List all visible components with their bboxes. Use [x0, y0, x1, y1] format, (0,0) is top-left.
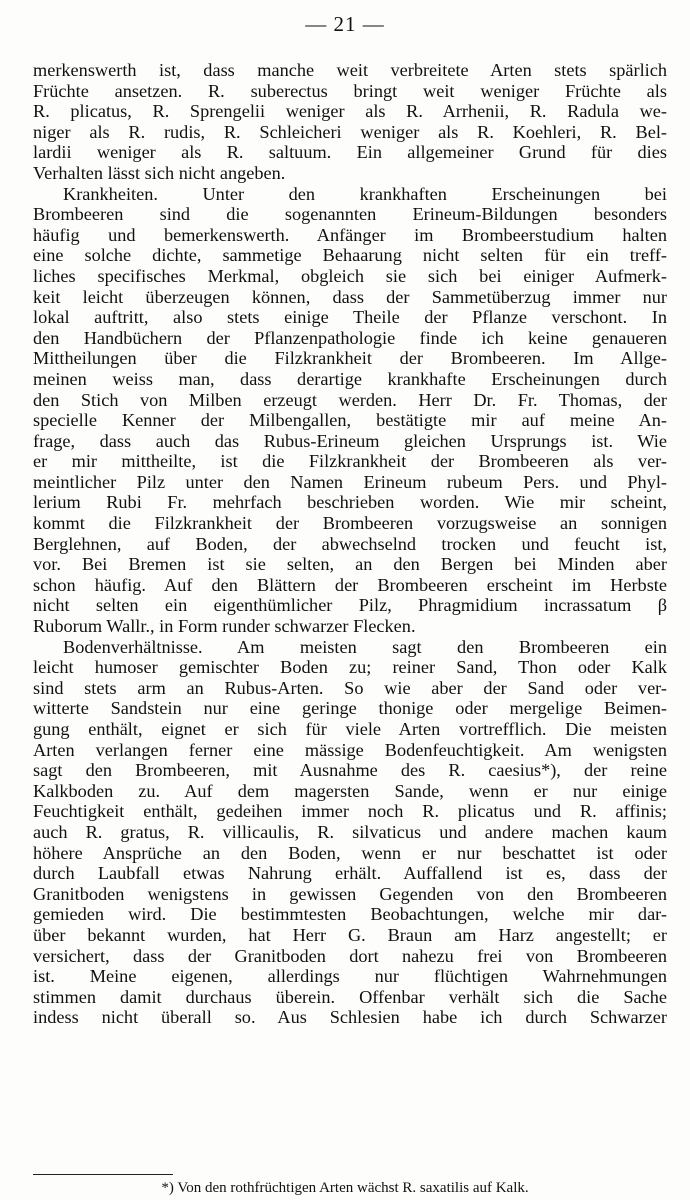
- text-line: witterte Sandstein nur eine geringe thonige oder mergelige Beimen-: [33, 698, 667, 719]
- text-line: Berglehnen, auf Boden, der abwechselnd trocken und feucht ist,: [33, 533, 667, 554]
- text-line: den Handbüchern der Pflanzenpathologie finde ich keine genaueren: [33, 327, 667, 348]
- text-line: Granitboden wenigstens in gewissen Gegenden von den Brombeeren: [33, 883, 667, 904]
- section-heading-line: Bodenverhältnisse. Am meisten sagt den Brombeeren ein: [63, 636, 667, 657]
- text-line: Verhalten lässt sich nicht angeben.: [33, 162, 286, 183]
- text-line: er mir mittheilte, ist die Filzkrankheit der Brombeeren als ver-: [33, 451, 667, 472]
- text-line: nicht selten ein eigenthümlicher Pilz, Phragmidium incrassatum β: [33, 595, 667, 616]
- text-line: Kalkboden zu. Auf dem magersten Sande, wenn er nur einige: [33, 780, 667, 801]
- text-line: meintlicher Pilz unter den Namen Erineum rubeum Pers. und Phyl-: [33, 471, 667, 492]
- text-line: leicht humoser gemischter Boden zu; reiner Sand, Thon oder Kalk: [33, 657, 667, 678]
- text-line: häufig und bemerkenswerth. Anfänger im Brombeerstudium halten: [33, 224, 667, 245]
- text-line: gung enthält, eignet er sich für viele Arten vortrefflich. Die meisten: [33, 719, 667, 739]
- body-text: [33, 60, 667, 1028]
- text-line: niger als R. rudis, R. Schleicheri weniger als R. Koehleri, R. Bel-: [33, 121, 667, 142]
- text-line: merkenswerth ist, dass manche weit verbreitete Arten stets spärlich: [33, 60, 667, 80]
- text-line: durch Laubfall etwas Nahrung erhält. Auffallend ist es, dass der: [33, 863, 667, 884]
- text-line: höhere Ansprüche an den Boden, wenn er nur beschattet ist oder: [33, 842, 667, 863]
- text-line: Brombeeren sind die sogenannten Erineum-Bildungen besonders: [33, 204, 667, 225]
- text-line: Mittheilungen über die Filzkrankheit der Brombeeren. Im Allge-: [33, 348, 667, 369]
- text-line: lerium Rubi Fr. mehrfach beschrieben worden. Wie mir scheint,: [33, 492, 667, 513]
- text-line: vor. Bei Bremen ist sie selten, an den Bergen bei Minden aber: [33, 554, 667, 575]
- text-line: lardii weniger als R. saltuum. Ein allgemeiner Grund für dies: [33, 142, 667, 163]
- text-line: specielle Kenner der Milbengallen, bestätigte mir auf meine An-: [33, 410, 667, 431]
- section-heading-line: Krankheiten. Unter den krankhaften Erscheinungen bei: [63, 183, 667, 204]
- text-line: liches specifisches Merkmal, obgleich sie sich bei einiger Aufmerk-: [33, 265, 667, 286]
- text-line: über bekannt wurden, hat Herr G. Braun am Harz angestellt; er: [33, 924, 667, 945]
- text-line: versichert, dass der Granitboden dort nahezu frei von Brombeeren: [33, 945, 667, 966]
- text-line: Früchte ansetzen. R. suberectus bringt weit weniger Früchte als: [33, 80, 667, 101]
- text-line: sagt den Brombeeren, mit Ausnahme des R. caesius*), der reine: [33, 760, 667, 781]
- text-line: schon häufig. Auf den Blättern der Brombeeren erscheint im Herbste: [33, 574, 667, 595]
- footnote: *) Von den rothfrüchtigen Arten wächst R. saxatilis auf Kalk.: [161, 1180, 529, 1196]
- page-number: — 21 —: [305, 12, 385, 36]
- footnote-divider: [33, 1174, 173, 1175]
- text-line: R. plicatus, R. Sprengelii weniger als R. Arrhenii, R. Radula we-: [33, 101, 667, 122]
- text-line: sind stets arm an Rubus-Arten. So wie aber der Sand oder ver-: [33, 677, 667, 698]
- text-line: eine solche dichte, sammetige Behaarung nicht selten für ein treff-: [33, 245, 667, 266]
- text-line: indess nicht überall so. Aus Schlesien habe ich durch Schwarzer: [33, 1007, 667, 1028]
- text-line: Arten verlangen ferner eine mässige Bodenfeuchtigkeit. Am wenigsten: [33, 739, 667, 760]
- text-line: ist. Meine eigenen, allerdings nur flüchtigen Wahrnehmungen: [33, 966, 667, 987]
- text-line: stimmen damit durchaus überein. Offenbar verhält sich die Sache: [33, 986, 667, 1007]
- text-line: lokal auftritt, also stets einige Theile der Pflanze verschont. In: [33, 307, 667, 328]
- text-line: kommt die Filzkrankheit der Brombeeren vorzugsweise an sonnigen: [33, 513, 667, 534]
- text-line: auch R. gratus, R. villicaulis, R. silvaticus und andere machen kaum: [33, 821, 667, 842]
- text-line: meinen weiss man, dass derartige krankhafte Erscheinungen durch: [33, 368, 667, 389]
- text-line: Feuchtigkeit enthält, gedeihen immer noch R. plicatus und R. affinis;: [33, 801, 667, 822]
- text-line: Ruborum Wallr., in Form runder schwarzer Flecken.: [33, 616, 416, 637]
- text-line: den Stich von Milben erzeugt werden. Herr Dr. Fr. Thomas, der: [33, 389, 667, 410]
- text-line: keit leicht überzeugen können, dass der Sammetüberzug immer nur: [33, 286, 667, 307]
- text-line: gemieden wird. Die bestimmtesten Beobachtungen, welche mir dar-: [33, 904, 667, 925]
- text-line: frage, dass auch das Rubus-Erineum gleichen Ursprungs ist. Wie: [33, 430, 667, 451]
